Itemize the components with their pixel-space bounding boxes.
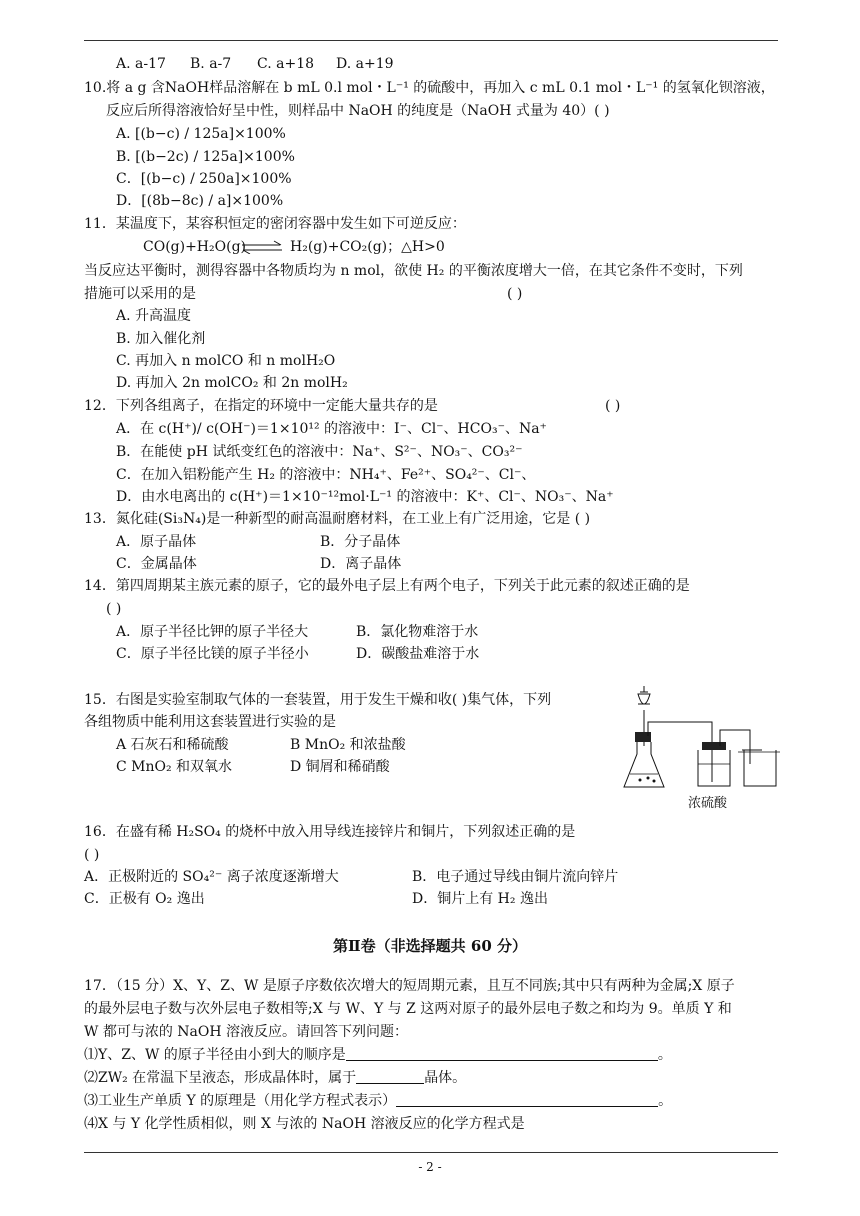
q11-stem-2: 当反应达平衡时，测得容器中各物质均为 n mol，欲使 H₂ 的平衡浓度增大一倍，在其它条件不变时，下列: [84, 263, 743, 279]
q14-option-b: B．氯化物难溶于水: [356, 624, 479, 640]
q10-stem-2: 反应后所得溶液恰好呈中性，则样品中 NaOH 的纯度是（NaOH 式量为 40）( ): [106, 103, 610, 119]
q17-part3-blank[interactable]: [396, 1092, 658, 1107]
q12-option-c: C．在加入铝粉能产生 H₂ 的溶液中：NH₄⁺、Fe²⁺、SO₄²⁻、Cl⁻、: [116, 467, 536, 483]
q17-stem-1: 17．（15 分）X、Y、Z、W 是原子序数依次增大的短周期元素，且互不同族;其中只有两种为金属;X 原子: [84, 978, 735, 994]
q15-option-a: A 石灰石和稀硫酸: [116, 737, 229, 753]
q16-option-d: D．铜片上有 H₂ 逸出: [412, 891, 548, 907]
q17-part1-text: ⑴Y、Z、W 的原子半径由小到大的顺序是: [84, 1047, 346, 1063]
header-rule: [84, 40, 778, 41]
q15-stem-1: 15．右图是实验室制取气体的一套装置，用于发生干燥和收( )集气体，下列: [84, 692, 552, 708]
q11-option-d: D. 再加入 2n molCO₂ 和 2n molH₂: [116, 375, 348, 391]
q17-part3-end: 。: [658, 1093, 673, 1109]
q11-stem-3: 措施可以采用的是: [84, 286, 196, 302]
q13-option-d: D．离子晶体: [320, 556, 402, 572]
q14-option-d: D．碳酸盐难溶于水: [356, 646, 480, 662]
q17-part1-blank[interactable]: [346, 1046, 658, 1061]
q16-stem-1: 16．在盛有稀 H₂SO₄ 的烧杯中放入用导线连接锌片和铜片，下列叙述正确的是: [84, 824, 576, 840]
q14-stem-1: 14．第四周期某主族元素的原子，它的最外电子层上有两个电子，下列关于此元素的叙述正确的是: [84, 578, 690, 594]
q15-option-b: B MnO₂ 和浓盐酸: [290, 737, 406, 753]
q13-option-b: B．分子晶体: [320, 534, 401, 550]
q13-stem: 13．氮化硅(Si₃N₄)是一种新型的耐高温耐磨材料，在工业上有广泛用途，它是 ( ): [84, 511, 591, 527]
q17-part2-text: ⑵ZW₂ 在常温下呈液态，形成晶体时，属于: [84, 1070, 357, 1086]
gas-apparatus-figure: [620, 684, 780, 792]
q12-option-d: D．由水电离出的 c(H⁺)＝1×10⁻¹²mol·L⁻¹ 的溶液中：K⁺、Cl⁻、NO₃⁻、Na⁺: [116, 489, 614, 505]
q12-stem: 12．下列各组离子，在指定的环境中一定能大量共存的是: [84, 398, 438, 414]
q17-part1: [84, 1046, 672, 1064]
q12-answer-paren: ( ): [605, 398, 621, 414]
q11-option-b: B. 加入催化剂: [116, 331, 206, 347]
q11-equation-left: CO(g)+H₂O(g): [143, 239, 246, 255]
figure-label-conc-sulfuric-acid: 浓硫酸: [688, 796, 728, 811]
q10-option-b: B. [(b−2c) / 125a]×100%: [116, 149, 295, 165]
q17-part2-blank[interactable]: [356, 1069, 424, 1084]
q14-option-a: A．原子半径比钾的原子半径大: [116, 624, 309, 640]
q14-stem-2: ( ): [106, 601, 122, 617]
q9-option-b: B. a-7: [190, 56, 232, 72]
q11-equation-right: H₂(g)+CO₂(g)；△H>0: [290, 239, 445, 255]
page-number: - 2 -: [418, 1160, 442, 1174]
q15-stem-2: 各组物质中能利用这套装置进行实验的是: [84, 714, 336, 730]
q16-option-a: A．正极附近的 SO₄²⁻ 离子浓度逐渐增大: [84, 869, 339, 885]
q17-part3-text: ⑶工业生产单质 Y 的原理是（用化学方程式表示）: [84, 1093, 397, 1109]
equilibrium-arrow-icon: [240, 240, 284, 254]
q13-option-c: C．金属晶体: [116, 556, 197, 572]
q11-answer-paren: ( ): [507, 286, 523, 302]
q12-option-a: A．在 c(H⁺)/ c(OH⁻)＝1×10¹² 的溶液中：I⁻、Cl⁻、HCO₃⁻、Na⁺: [116, 421, 547, 437]
q10-option-c: C．[(b−c) / 250a]×100%: [116, 171, 292, 187]
section-heading: 第Ⅱ卷（非选择题共 60 分）: [333, 937, 527, 955]
q17-part2-end: 晶体。: [424, 1070, 467, 1086]
q17-part1-end: 。: [657, 1047, 672, 1063]
q17-stem-3: W 都可与浓的 NaOH 溶液反应。请回答下列问题：: [84, 1024, 409, 1040]
q17-part2: [84, 1069, 466, 1087]
q17-part3: [84, 1092, 672, 1110]
q11-option-a: A. 升高温度: [116, 308, 192, 324]
q10-stem-1: 10.将 a g 含NaOH样品溶解在 b mL 0.l mol・L⁻¹ 的硫酸中，再加入 c mL 0.1 mol・L⁻¹ 的氢氧化钡溶液，: [84, 80, 775, 96]
q11-stem-1: 11．某温度下，某容积恒定的密闭容器中发生如下可逆反应：: [84, 216, 466, 232]
q11-option-c: C. 再加入 n molCO 和 n molH₂O: [116, 353, 336, 369]
footer-rule: [84, 1152, 778, 1153]
q17-part4: ⑷X 与 Y 化学性质相似，则 X 与浓的 NaOH 溶液反应的化学方程式是: [84, 1116, 525, 1132]
q14-option-c: C．原子半径比镁的原子半径小: [116, 646, 309, 662]
q10-option-d: D．[(8b−8c) / a]×100%: [116, 193, 284, 209]
q9-option-d: D. a+19: [336, 56, 394, 72]
q9-option-c: C. a+18: [257, 56, 315, 72]
q9-option-a: A. a-17: [116, 56, 166, 72]
q17-stem-2: 的最外层电子数与次外层电子数相等;X 与 W、Y 与 Z 这两对原子的最外层电子数之和均为 9。单质 Y 和: [84, 1001, 732, 1017]
q13-option-a: A．原子晶体: [116, 534, 197, 550]
q15-option-c: C MnO₂ 和双氧水: [116, 759, 233, 775]
q16-option-c: C．正极有 O₂ 逸出: [84, 891, 205, 907]
q15-option-d: D 铜屑和稀硝酸: [290, 759, 390, 775]
q10-option-a: A. [(b−c) / 125a]×100%: [116, 126, 286, 142]
q12-option-b: B．在能使 pH 试纸变红色的溶液中：Na⁺、S²⁻、NO₃⁻、CO₃²⁻: [116, 444, 523, 460]
q16-stem-2: ( ): [84, 847, 100, 863]
q16-option-b: B．电子通过导线由铜片流向锌片: [412, 869, 619, 885]
